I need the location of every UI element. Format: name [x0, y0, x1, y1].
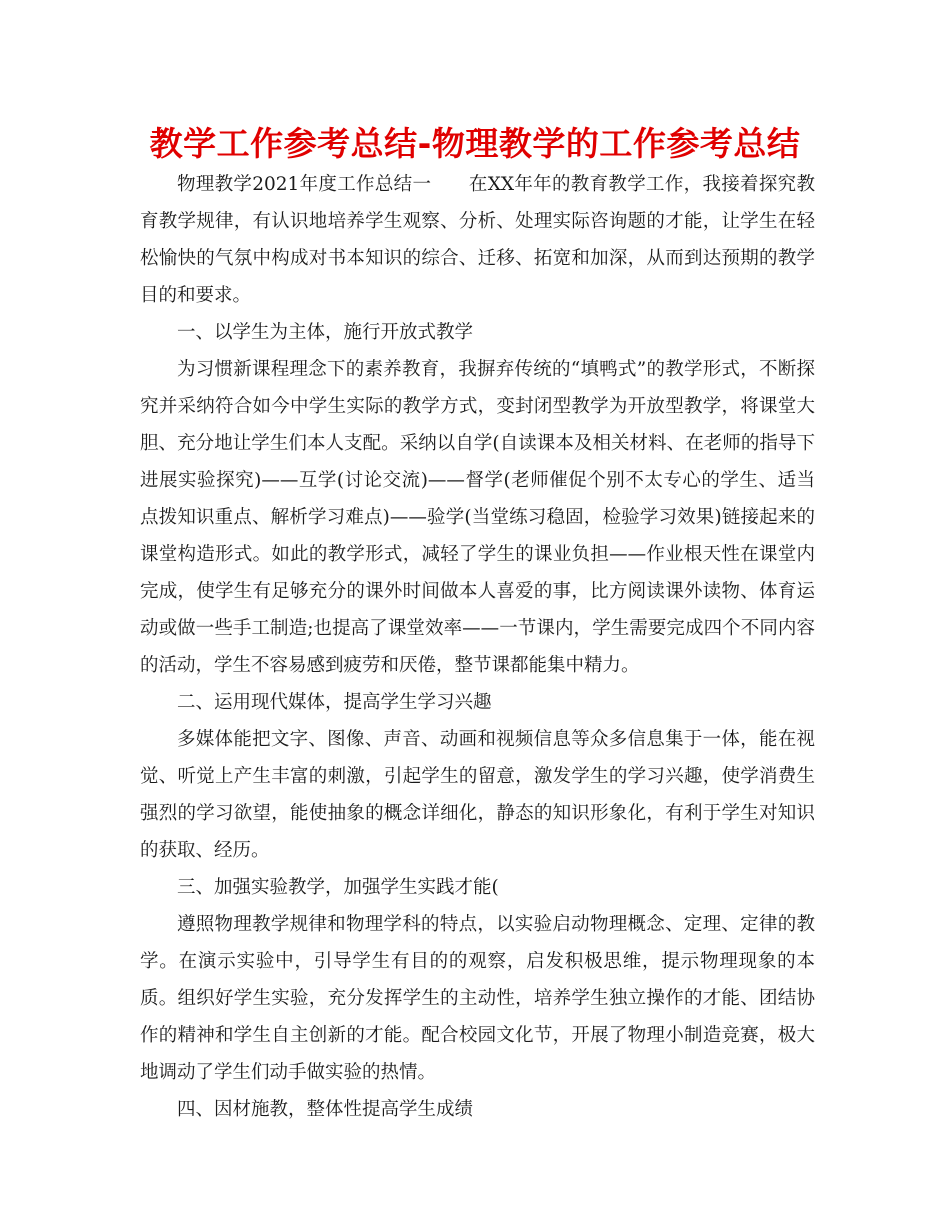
paragraph-section-3: 遵照物理教学规律和物理学科的特点，以实验启动物理概念、定理、定律的教学。在演示实验中，引导学生有目的的观察，启发积极思维，提示物理现象的本质。组织好学生实验，充分发挥学生的主动性，培养学生独立操作的才能、团结协作的精神和学生自主创新的才能。配合校园文化节，开展了物理小制造竞赛，极大地调动了学生们动手做实验的热情。 — [140, 914, 815, 1083]
section-heading-3: 三、加强实验教学，加强学生实践才能( — [177, 877, 499, 898]
section-heading-4: 四、因材施教，整体性提高学生成绩 — [177, 1099, 474, 1120]
paragraph-intro: 物理教学2021年度工作总结一 在XX年年的教育教学工作，我接着探究教育教学规律，有认识地培养学生观察、分析、处理实际咨询题的才能，让学生在轻松愉快的气氛中构成对书本知识的综合、迁移、拓宽和加深，从而到达预期的教学目的和要求。 — [140, 174, 815, 306]
paragraph-section-2: 多媒体能把文字、图像、声音、动画和视频信息等众多信息集于一体，能在视觉、听觉上产生丰富的刺激，引起学生的留意，激发学生的学习兴趣，使学消费生强烈的学习欲望，能使抽象的概念详细化，静态的知识形象化，有利于学生对知识的获取、经历。 — [140, 729, 815, 861]
section-heading-1: 一、以学生为主体，施行开放式教学 — [177, 322, 474, 343]
document-body — [140, 166, 815, 1128]
section-heading-2: 二、运用现代媒体，提高学生学习兴趣 — [177, 692, 492, 713]
document-title: 教学工作参考总结-物理教学的工作参考总结 — [149, 124, 801, 163]
paragraph-section-1: 为习惯新课程理念下的素养教育，我摒弃传统的“填鸭式”的教学形式，不断探究并采纳符合如今中学生实际的教学方式，变封闭型教学为开放型教学，将课堂大胆、充分地让学生们本人支配。采纳以自学(自读课本及相关材料、在老师的指导下进展实验探究)——互学(讨论交流)——督学(老师催促个别不太专心的学生、适当点拨知识重点、解析学习难点)——验学(当堂练习稳固，检验学习效果)链接起来的课堂构造形式。如此的教学形式，减轻了学生的课业负担——作业根天性在课堂内完成，使学生有足够充分的课外时间做本人喜爱的事，比方阅读课外读物、体育运动或做一些手工制造;也提高了课堂效率——一节课内，学生需要完成四个不同内容的活动，学生不容易感到疲劳和厌倦，整节课都能集中精力。 — [140, 359, 815, 676]
